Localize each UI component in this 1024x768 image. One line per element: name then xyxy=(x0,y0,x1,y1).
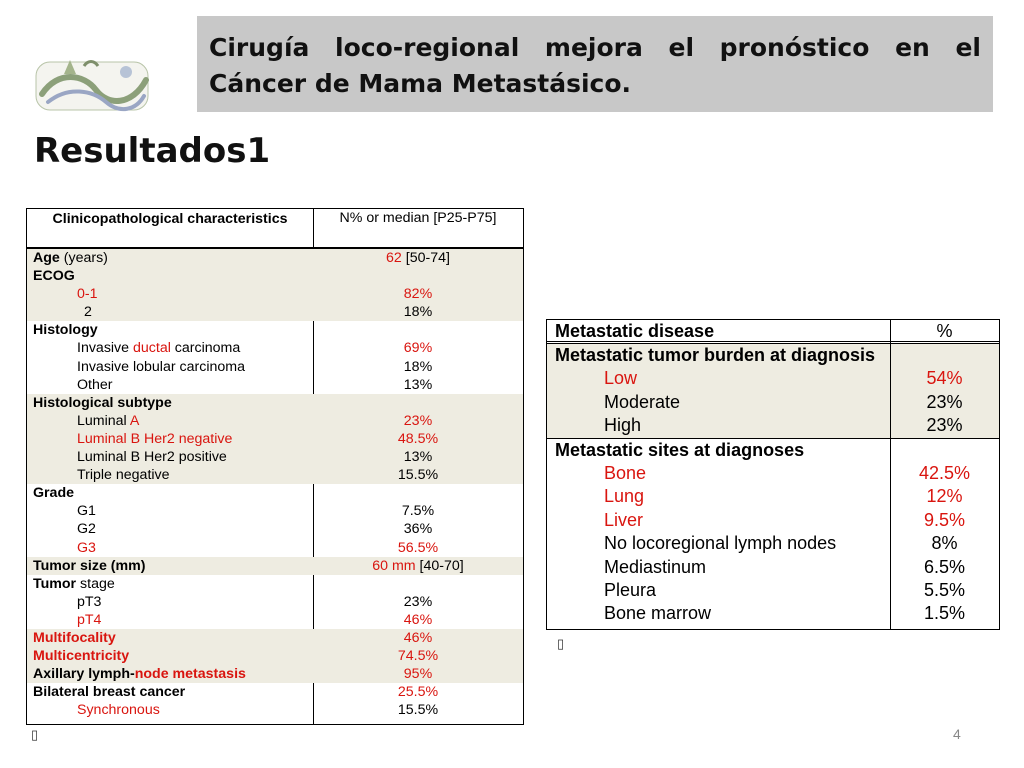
table-row xyxy=(27,376,523,394)
table-row xyxy=(27,665,523,683)
section-title: Metastatic tumor burden at diagnosis xyxy=(555,345,876,365)
row-value: 36% xyxy=(403,521,433,538)
row-value xyxy=(313,321,523,339)
row-label: Low xyxy=(604,368,638,389)
row-value: 7.5% xyxy=(401,503,435,520)
row-label: ECOG xyxy=(33,268,75,285)
table-row xyxy=(547,532,999,555)
title-box xyxy=(197,16,993,112)
title-word: en xyxy=(895,33,930,62)
row-value: 54% xyxy=(926,368,963,389)
row-value: 23% xyxy=(403,593,433,610)
row-label: Bilateral breast cancer xyxy=(33,684,186,701)
table-row xyxy=(27,575,523,593)
table-row xyxy=(27,321,523,339)
row-label: Triple negative xyxy=(77,467,170,484)
row-label-suffix: (years) xyxy=(59,250,108,266)
table-row xyxy=(27,502,523,520)
row-label: Pleura xyxy=(604,579,657,600)
column-divider xyxy=(890,320,891,629)
table-row xyxy=(547,414,999,437)
header-value: N% or median [P25-P75] xyxy=(339,210,497,226)
row-label: Multifocality xyxy=(33,629,116,646)
row-value xyxy=(313,267,523,285)
title-line-2: Cáncer de Mama Metastásico. xyxy=(209,69,632,98)
row-label: Tumor size (mm) xyxy=(33,557,146,574)
row-label-pre: Axillary lymph- xyxy=(33,666,135,683)
row-value-suffix: [50-74] xyxy=(401,250,450,266)
row-label: G1 xyxy=(77,503,96,520)
row-value xyxy=(313,394,523,412)
header-percent: % xyxy=(936,321,953,341)
table-row xyxy=(547,556,999,579)
row-value: 74.5% xyxy=(397,648,439,665)
title-word: el xyxy=(955,33,981,62)
table-row xyxy=(27,358,523,376)
header-metastatic-disease: Metastatic disease xyxy=(555,321,715,341)
row-value: 23% xyxy=(926,415,963,436)
table-row xyxy=(547,509,999,532)
title-line-1 xyxy=(209,30,981,66)
row-label: High xyxy=(604,415,642,436)
row-label: G2 xyxy=(77,521,96,538)
row-value: 56.5% xyxy=(397,539,439,556)
row-label: Bone marrow xyxy=(604,603,712,624)
row-label-red: ductal xyxy=(133,340,171,357)
row-value: 12% xyxy=(926,486,963,507)
row-label: Other xyxy=(77,376,113,393)
table-row xyxy=(27,629,523,647)
row-label-red: node metastasis xyxy=(134,666,246,683)
placeholder-glyph: ▯ xyxy=(31,727,39,742)
table-row xyxy=(27,484,523,502)
metastatic-disease-table xyxy=(546,319,1000,630)
table-row xyxy=(27,593,523,611)
row-value: 69% xyxy=(403,340,433,357)
table-row xyxy=(27,647,523,665)
table-row xyxy=(27,520,523,538)
row-value: 23% xyxy=(926,391,963,412)
row-value: 13% xyxy=(403,376,433,393)
page-number: 4 xyxy=(953,726,961,742)
row-label: Histology xyxy=(33,322,98,339)
table-row xyxy=(27,285,523,303)
page-heading: Resultados1 xyxy=(34,131,271,171)
table-row xyxy=(27,539,523,557)
row-value: 25.5% xyxy=(397,684,439,701)
title-word: Cirugía xyxy=(209,33,310,62)
row-value: 5.5% xyxy=(923,579,966,600)
section-title: Metastatic sites at diagnoses xyxy=(555,439,805,460)
row-label-red: A xyxy=(129,412,140,429)
row-label: Invasive lobular carcinoma xyxy=(77,358,245,375)
table-row xyxy=(547,579,999,602)
title-word: loco-regional xyxy=(335,33,520,62)
table-row xyxy=(27,267,523,285)
table-row xyxy=(27,466,523,484)
table-row xyxy=(547,367,999,390)
row-value: 95% xyxy=(403,666,433,683)
table-row xyxy=(27,430,523,448)
table-row xyxy=(27,303,523,321)
table-row xyxy=(547,391,999,414)
row-label: Multicentricity xyxy=(33,648,130,665)
row-label: No locoregional lymph nodes xyxy=(604,533,837,554)
row-label: G3 xyxy=(77,539,96,556)
row-label: Liver xyxy=(604,509,644,530)
row-label: Age xyxy=(33,250,60,266)
row-label: Grade xyxy=(33,485,75,502)
row-value: 1.5% xyxy=(923,603,966,624)
row-label-post: carcinoma xyxy=(170,340,241,357)
table-row xyxy=(27,249,523,267)
table-row xyxy=(27,701,523,719)
row-value: 9.5% xyxy=(923,509,966,530)
row-label: pT3 xyxy=(77,593,102,610)
row-value: 18% xyxy=(403,304,433,321)
row-label-suffix: stage xyxy=(76,575,115,592)
row-label: Bone xyxy=(604,462,647,483)
row-value: 82% xyxy=(403,286,433,303)
table-row xyxy=(27,557,523,575)
row-label-pre: Luminal xyxy=(77,412,130,429)
row-value: 42.5% xyxy=(918,462,971,483)
placeholder-glyph: ▯ xyxy=(557,636,565,651)
table-row xyxy=(547,462,999,485)
section-title-row xyxy=(547,439,999,462)
row-value: 13% xyxy=(403,449,433,466)
title-word: el xyxy=(668,33,695,62)
row-value: 18% xyxy=(403,358,433,375)
header-characteristics: Clinicopathological characteristics xyxy=(52,211,288,227)
row-label: Luminal B Her2 negative xyxy=(77,430,233,447)
clinicopathological-table xyxy=(26,208,524,725)
section-title-row xyxy=(547,344,999,367)
row-label: Synchronous xyxy=(77,702,160,719)
table-row xyxy=(27,448,523,466)
row-value: 23% xyxy=(403,412,433,429)
row-label: Histological subtype xyxy=(33,394,172,411)
row-value: 15.5% xyxy=(397,702,439,719)
table-header xyxy=(27,209,523,249)
row-value: 62 xyxy=(386,250,402,266)
row-value: 6.5% xyxy=(923,556,966,577)
table-header xyxy=(547,320,999,344)
row-value xyxy=(313,575,523,593)
title-word: mejora xyxy=(544,33,643,62)
row-value: 15.5% xyxy=(397,467,439,484)
row-label: pT4 xyxy=(77,611,102,628)
logo-image xyxy=(28,50,158,122)
table-row xyxy=(27,683,523,701)
row-label: 2 xyxy=(84,304,92,321)
row-value: 46% xyxy=(403,611,433,628)
section-tumor-burden xyxy=(547,344,999,439)
row-label: Tumor xyxy=(33,575,77,592)
table-row xyxy=(27,611,523,629)
row-value-suffix: [40-70] xyxy=(415,557,464,574)
table-row xyxy=(547,602,999,625)
row-label: Luminal B Her2 positive xyxy=(77,449,227,466)
row-value: 8% xyxy=(931,533,958,554)
table-row xyxy=(547,485,999,508)
row-value: 60 mm xyxy=(372,557,416,574)
row-value: 46% xyxy=(403,629,433,646)
table-row xyxy=(27,339,523,357)
row-label: 0-1 xyxy=(77,286,98,303)
section-metastatic-sites xyxy=(547,439,999,626)
table-row xyxy=(27,412,523,430)
row-value: 48.5% xyxy=(397,430,439,447)
table-row xyxy=(27,394,523,412)
row-label: Mediastinum xyxy=(604,556,707,577)
title-word: pronóstico xyxy=(719,33,870,62)
row-value xyxy=(313,484,523,502)
row-label: Moderate xyxy=(604,391,681,412)
row-label: Lung xyxy=(604,486,645,507)
row-label-pre: Invasive xyxy=(77,340,133,357)
